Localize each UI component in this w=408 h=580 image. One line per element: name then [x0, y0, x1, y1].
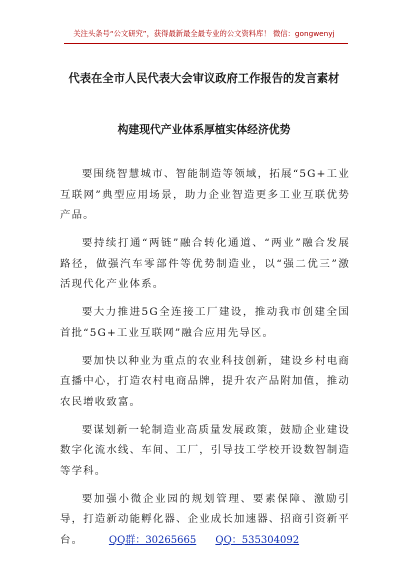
header-banner: 关注头条号“公文研究”，获得最新最全最专业的公文资料库！ 微信：gongwenyj [73, 29, 335, 38]
qq-contact-link[interactable]: QQ：535304092 [215, 535, 300, 546]
body-paragraph: 要围绕智慧城市、智能制造等领域，拓展“5G+工业互联网”典型应用场景，助力企业智造更多工业互联优势产品。 [60, 168, 350, 221]
body-paragraph: 要持续打通“两链”融合转化通道、“两业”融合发展路径，做强汽车零部件等优势制造业，以“强二优三”激活现代化产业体系。 [60, 237, 350, 290]
qq-group-link[interactable]: QQ群：30265665 [108, 535, 197, 546]
body-paragraph: 要谋划新一轮制造业高质量发展政策，鼓励企业建设数字化流水线、车间、工厂，引导技工学校开设数智制造等学科。 [60, 423, 350, 477]
page-footer [20, 533, 388, 549]
document-title: 代表在全市人民代表大会审议政府工作报告的发言素材 [68, 71, 340, 85]
body-paragraph: 要大力推进5G全连接工厂建设，推动我市创建全国首批“5G+工业互联网”融合应用先导区。 [60, 306, 350, 339]
body-paragraph: 要加强小微企业园的规划管理、要素保障、激励引导，打造新动能孵化器、企业成长加速器、招商引资新平台。 [60, 492, 350, 546]
header-divider [64, 43, 348, 44]
document-subtitle: 构建现代产业体系厚植实体经济优势 [117, 123, 291, 136]
document-body [60, 164, 350, 558]
body-paragraph: 要加快以种业为重点的农业科技创新，建设乡村电商直播中心，打造农村电商品牌，提升农产品附加值，推动农民增收致富。 [60, 354, 350, 408]
